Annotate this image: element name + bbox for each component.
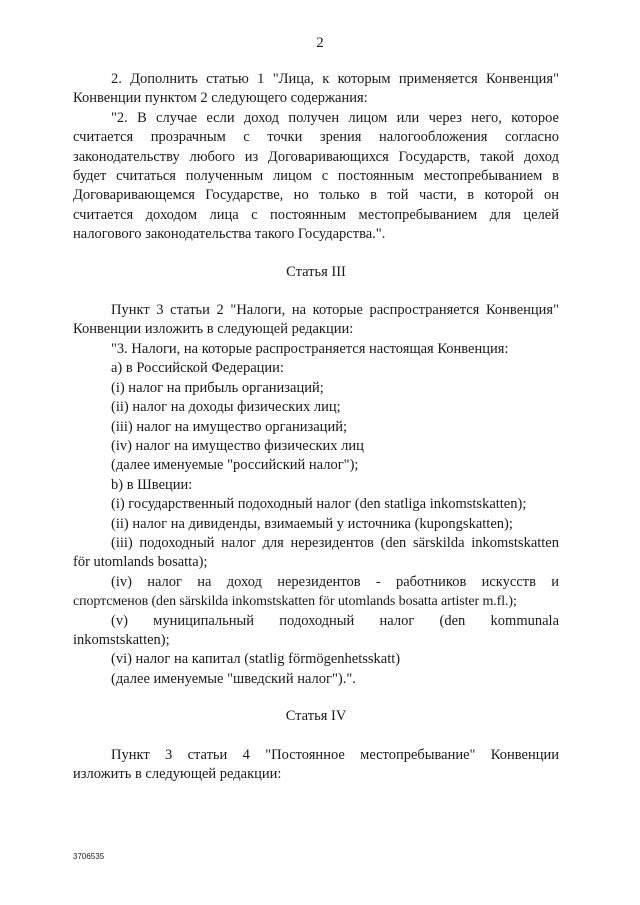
list-item: (ii) налог на дивиденды, взимаемый у источника (kupongskatten);	[111, 515, 513, 532]
amendment-line: 2. Дополнить статью 1 "Лица, к которым применяется Конвенция"	[111, 71, 559, 87]
quote-line: Договаривающемся Государстве, но только в той части, в которой он	[73, 187, 559, 204]
quote-line: считается прозрачным с точки зрения налогообложения согласно	[73, 129, 559, 146]
list-footer: (далее именуемые "российский налог");	[111, 457, 359, 474]
list-item: (iv) налог на доход нерезидентов - работников искусств и	[111, 573, 559, 590]
list-item: (v) муниципальный подоходный налог (den kommunala	[111, 612, 559, 629]
quote-line: считается доходом лица с постоянным местопребыванием для целей	[73, 206, 559, 223]
quote-start: "3. Налоги, на которые распространяется настоящая Конвенция:	[111, 340, 509, 357]
article-intro: изложить в следующей редакции:	[73, 766, 282, 782]
list-item-continued: inkomstskatten);	[73, 631, 170, 648]
article-heading: Статья III	[286, 263, 346, 280]
quote-line: будет считаться полученным лицом с постоянным местопребыванием в	[73, 168, 559, 185]
list-item: (iii) налог на имущество организаций;	[111, 418, 347, 435]
article-heading: Статья IV	[285, 708, 347, 725]
quote-line: законодательству любого из Договаривающихся Государств, такой доход	[73, 148, 559, 165]
article-intro: Пункт 3 статьи 4 "Постоянное местопребывание" Конвенции	[111, 746, 559, 763]
list-item: (vi) налог на капитал (statlig förmögenhetsskatt)	[111, 651, 401, 668]
quote-line: "2. В случае если доход получен лицом или через него, которое	[111, 109, 559, 126]
document-body	[73, 70, 559, 784]
list-item-continued: för utomlands bosatta);	[73, 554, 208, 571]
document-code: 3706535	[73, 852, 105, 861]
page-number: 2	[316, 35, 324, 51]
list-header: b) в Швеции:	[111, 476, 193, 493]
article-intro: Пункт 3 статьи 2 "Налоги, на которые распространяется Конвенция"	[111, 302, 559, 319]
list-item-continued: спортсменов (den särskilda inkomstskatten för utomlands bosatta artister m.fl.);	[73, 594, 517, 610]
quote-line: налогового законодательства такого Государства.".	[73, 226, 386, 243]
list-item: (iii) подоходный налог для нерезидентов (den särskilda inkomstskatten	[111, 534, 559, 551]
list-item: (i) государственный подоходный налог (den statliga inkomstskatten);	[111, 496, 527, 513]
list-item: (iv) налог на имущество физических лиц	[111, 437, 364, 454]
list-item: (i) налог на прибыль организаций;	[111, 379, 324, 396]
list-item: (ii) налог на доходы физических лиц;	[111, 399, 341, 416]
amendment-line: Конвенции пунктом 2 следующего содержания:	[73, 90, 368, 107]
article-intro: Конвенции изложить в следующей редакции:	[73, 321, 354, 338]
list-header: a) в Российской Федерации:	[111, 360, 284, 377]
list-footer: (далее именуемые "шведский налог").".	[111, 670, 356, 687]
